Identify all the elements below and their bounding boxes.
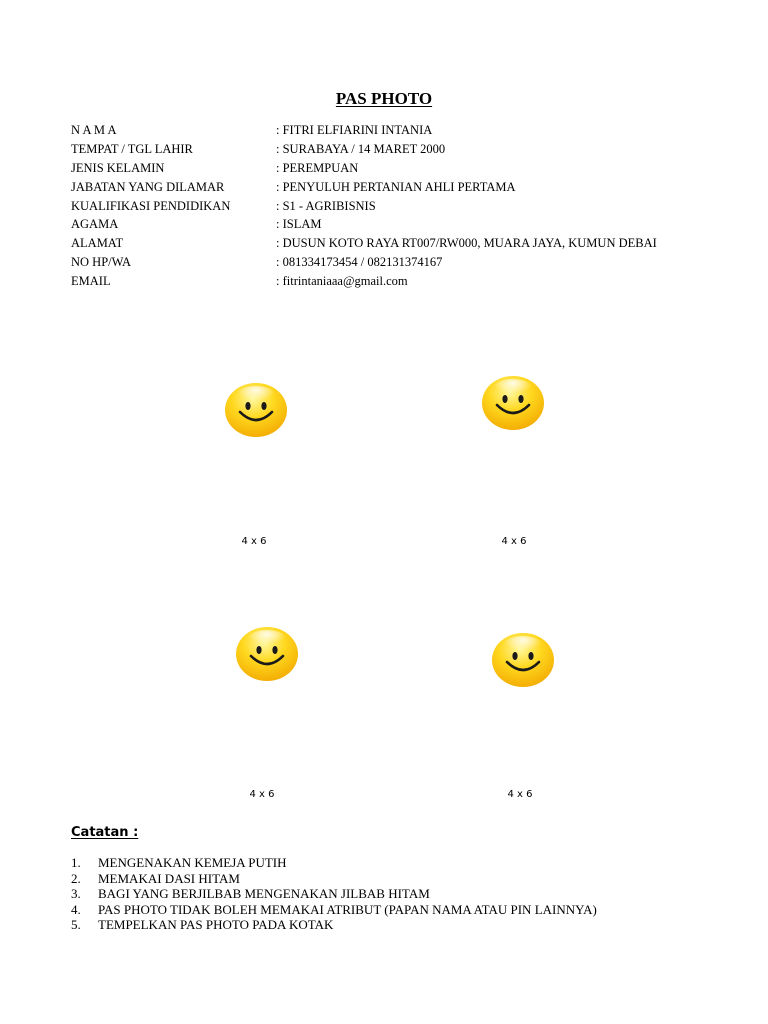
info-label: ALAMAT bbox=[71, 236, 124, 251]
smiley-face-icon bbox=[481, 375, 545, 431]
info-label: EMAIL bbox=[71, 274, 111, 289]
info-value: : S1 - AGRIBISNIS bbox=[276, 198, 376, 213]
page-title: PAS PHOTO bbox=[335, 89, 433, 108]
info-label: JENIS KELAMIN bbox=[71, 160, 165, 175]
smiley-face-icon bbox=[491, 632, 555, 688]
info-value: : fitrintaniaaa@gmail.com bbox=[276, 274, 408, 289]
info-label: KUALIFIKASI PENDIDIKAN bbox=[71, 198, 231, 213]
photo-caption: 4 x 6 bbox=[249, 789, 275, 800]
info-label: N A M A bbox=[71, 123, 117, 137]
info-label: AGAMA bbox=[71, 217, 119, 232]
note-text: MENGENAKAN KEMEJA PUTIH bbox=[98, 855, 287, 870]
info-label: NO HP/WA bbox=[71, 255, 132, 270]
info-value: : PENYULUH PERTANIAN AHLI PERTAMA bbox=[276, 179, 516, 194]
smiley-face-icon bbox=[235, 626, 299, 682]
info-value: : SURABAYA / 14 MARET 2000 bbox=[276, 141, 446, 156]
smiley-face-icon bbox=[224, 382, 288, 438]
note-text: TEMPELKAN PAS PHOTO PADA KOTAK bbox=[98, 917, 334, 932]
info-value: : FITRI ELFIARINI INTANIA bbox=[276, 123, 433, 137]
note-number: 4. bbox=[71, 901, 81, 917]
photo-caption: 4 x 6 bbox=[241, 536, 267, 547]
note-text: PAS PHOTO TIDAK BOLEH MEMAKAI ATRIBUT (PAPAN NAMA ATAU PIN LAINNYA) bbox=[98, 901, 597, 917]
note-number: 3. bbox=[71, 886, 81, 901]
info-value: : DUSUN KOTO RAYA RT007/RW000, MUARA JAYA, KUMUN DEBAI bbox=[276, 236, 657, 251]
info-value: : PEREMPUAN bbox=[276, 160, 359, 175]
photo-caption: 4 x 6 bbox=[501, 536, 527, 547]
info-label: JABATAN YANG DILAMAR bbox=[71, 179, 225, 194]
note-number: 5. bbox=[71, 917, 81, 932]
note-number: 1. bbox=[71, 855, 81, 870]
note-text: BAGI YANG BERJILBAB MENGENAKAN JILBAB HITAM bbox=[98, 886, 430, 901]
note-number: 2. bbox=[71, 870, 81, 886]
info-label: TEMPAT / TGL LAHIR bbox=[71, 141, 193, 156]
photo-caption: 4 x 6 bbox=[507, 789, 533, 800]
note-text: MEMAKAI DASI HITAM bbox=[98, 870, 240, 886]
notes-title: Catatan : bbox=[71, 825, 139, 840]
info-value: : ISLAM bbox=[276, 217, 322, 232]
info-value: : 081334173454 / 082131374167 bbox=[276, 255, 443, 270]
